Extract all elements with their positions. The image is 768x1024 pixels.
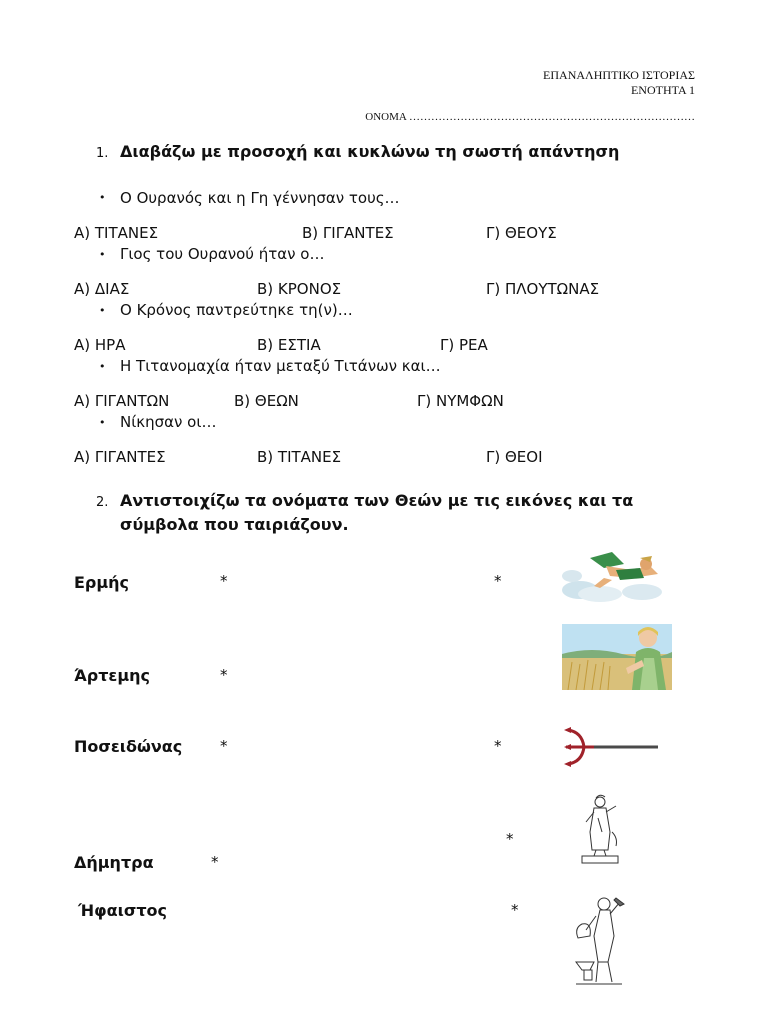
hermes-flying-image <box>560 546 664 602</box>
match-point-left-3[interactable]: * <box>220 737 228 755</box>
worksheet-title: ΕΠΑΝΑΛΗΠΤΙΚΟ ΙΣΤΟΡΙΑΣ <box>543 68 695 82</box>
q4-option-c[interactable]: Γ) ΝΥΜΦΩΝ <box>417 392 504 410</box>
bullet-icon: • <box>99 360 106 373</box>
trident-image <box>564 726 660 768</box>
god-hephaestus: Ήφαιστος <box>78 901 168 920</box>
q2-option-b[interactable]: Β) ΚΡΟΝΟΣ <box>257 280 342 298</box>
q5-option-a[interactable]: Α) ΓΙΓΑΝΤΕΣ <box>74 448 166 466</box>
q2-option-c[interactable]: Γ) ΠΛΟΥΤΩΝΑΣ <box>486 280 600 298</box>
question-3: Ο Κρόνος παντρεύτηκε τη(ν)… <box>120 301 353 319</box>
q1-option-c[interactable]: Γ) ΘΕΟΥΣ <box>486 224 557 242</box>
q4-option-a[interactable]: Α) ΓΙΓΑΝΤΩΝ <box>74 392 170 410</box>
q3-option-a[interactable]: Α) ΗΡΑ <box>74 336 126 354</box>
q1-option-a[interactable]: Α) ΤΙΤΑΝΕΣ <box>74 224 159 242</box>
match-point-left-4[interactable]: * <box>211 853 219 871</box>
q1-option-b[interactable]: Β) ΓΙΓΑΝΤΕΣ <box>302 224 394 242</box>
match-point-right-3[interactable]: * <box>494 737 502 755</box>
section2-title-line1: Αντιστοιχίζω τα ονόματα των Θεών με τις εικόνες και τα <box>120 491 634 510</box>
god-hermes: Ερμής <box>74 573 130 592</box>
section2-number: 2. <box>96 495 109 510</box>
unit-label: ΕΝΟΤΗΤΑ 1 <box>630 83 695 97</box>
god-demeter: Δήμητρα <box>74 853 154 872</box>
q3-option-b[interactable]: Β) ΕΣΤΙΑ <box>257 336 321 354</box>
bullet-icon: • <box>99 304 106 317</box>
god-artemis: Άρτεμης <box>74 666 150 685</box>
match-point-right-4[interactable]: * <box>506 830 514 848</box>
bullet-icon: • <box>99 248 106 261</box>
bullet-icon: • <box>99 191 106 204</box>
section2-title-line2: σύμβολα που ταιριάζουν. <box>120 515 349 534</box>
name-field[interactable]: ΟΝΟΜΑ …………………………………………………………………… <box>365 111 695 123</box>
q5-option-b[interactable]: Β) ΤΙΤΑΝΕΣ <box>257 448 342 466</box>
question-4: Η Τιτανομαχία ήταν μεταξύ Τιτάνων και… <box>120 357 441 375</box>
question-2: Γιος του Ουρανού ήταν ο… <box>120 245 325 263</box>
question-5: Νίκησαν οι… <box>120 413 217 431</box>
demeter-wheat-field-image <box>562 624 672 690</box>
q5-option-c[interactable]: Γ) ΘΕΟΙ <box>486 448 543 466</box>
bullet-icon: • <box>99 416 106 429</box>
artemis-statue-image <box>576 792 626 866</box>
match-point-left-1[interactable]: * <box>220 572 228 590</box>
section1-title: Διαβάζω με προσοχή και κυκλώνω τη σωστή απάντηση <box>120 142 620 161</box>
q2-option-a[interactable]: Α) ΔΙΑΣ <box>74 280 130 298</box>
question-1: Ο Ουρανός και η Γη γέννησαν τους… <box>120 189 400 207</box>
q4-option-b[interactable]: Β) ΘΕΩΝ <box>234 392 299 410</box>
match-point-right-5[interactable]: * <box>511 901 519 919</box>
hephaestus-anvil-image <box>572 892 630 988</box>
match-point-right-1[interactable]: * <box>494 572 502 590</box>
q3-option-c[interactable]: Γ) ΡΕΑ <box>440 336 488 354</box>
god-poseidon: Ποσειδώνας <box>74 737 183 756</box>
section1-number: 1. <box>96 146 109 161</box>
match-point-left-2[interactable]: * <box>220 666 228 684</box>
